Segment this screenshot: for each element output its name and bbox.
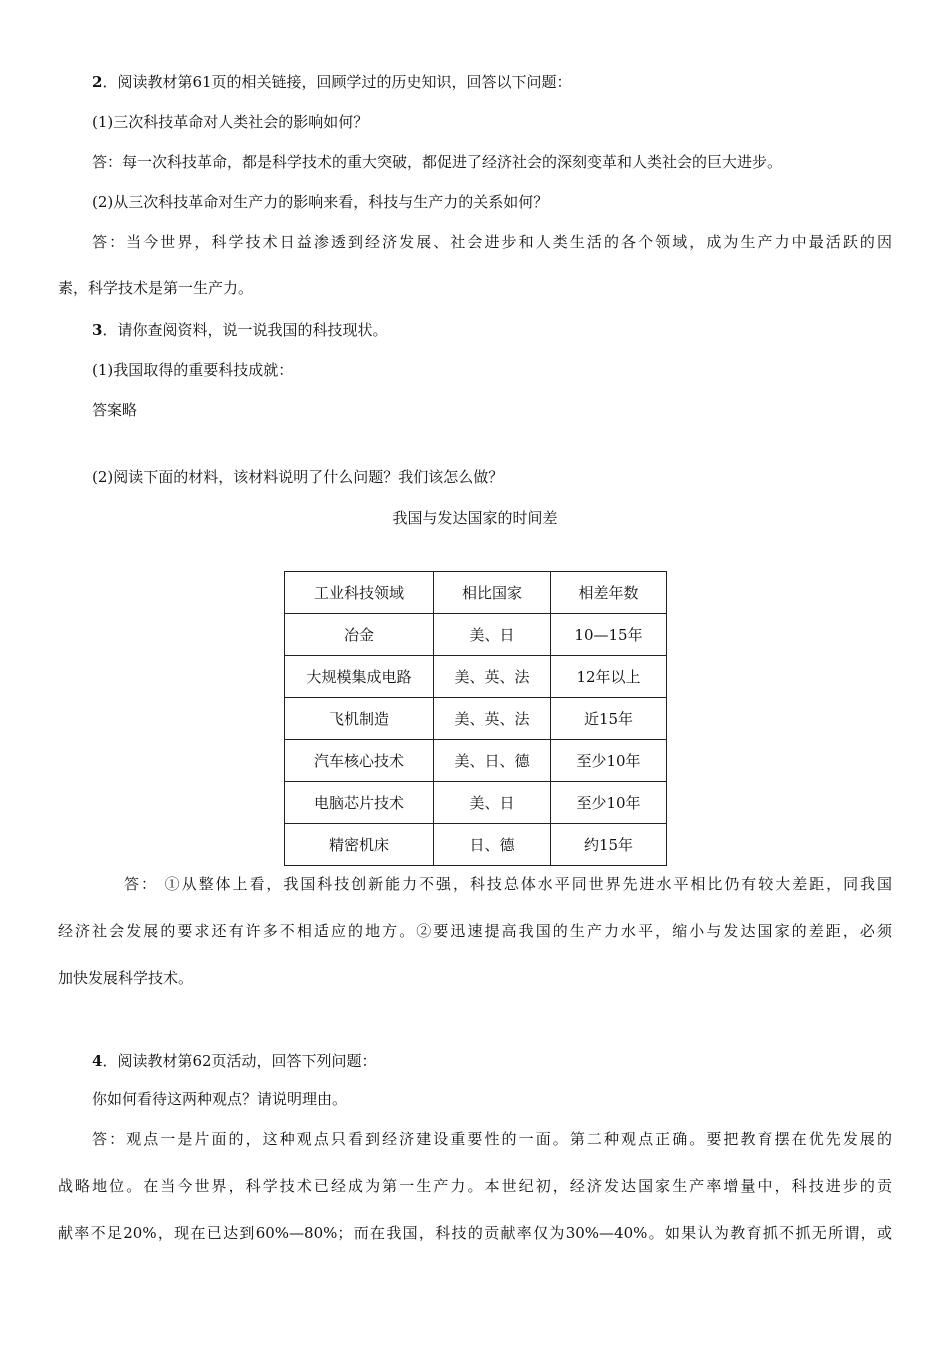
q2-answer2-line1: 答：当今世界，科学技术日益渗透到经济发展、社会进步和人类生活的各个领域，成为生产力中最活跃的因 (92, 233, 892, 251)
q2-answer1: 答：每一次科技革命，都是科学技术的重大突破，都促进了经济社会的深刻变革和人类社会的巨大进步。 (92, 153, 783, 171)
table-cell: 至少10年 (551, 782, 667, 824)
table-row (285, 656, 667, 698)
table-cell: 汽车核心技术 (285, 740, 434, 782)
time-gap-table (284, 571, 667, 866)
table-cell: 美、日 (434, 614, 551, 656)
table-cell: 精密机床 (285, 824, 434, 866)
q3-answer2-line3: 加快发展科学技术。 (58, 969, 194, 987)
table-row (285, 614, 667, 656)
table-cell: 10—15年 (551, 614, 667, 656)
table-cell: 日、德 (434, 824, 551, 866)
table-cell: 大规模集成电路 (285, 656, 434, 698)
table-cell: 美、英、法 (434, 656, 551, 698)
q3-answer2-line1: 答： ①从整体上看，我国科技创新能力不强，科技总体水平同世界先进水平相比仍有较大差距，同我国 (124, 875, 892, 893)
q4-answer-line2: 战略地位。在当今世界，科学技术已经成为第一生产力。本世纪初，经济发达国家生产率增量中，科技进步的贡 (58, 1177, 892, 1195)
q2-prompt-text: ．阅读教材第61页的相关链接，回顾学过的历史知识，回答以下问题： (102, 73, 572, 91)
table-row (285, 698, 667, 740)
table-header-cell: 相差年数 (551, 572, 667, 614)
q2-sub2: (2)从三次科技革命对生产力的影响来看，科技与生产力的关系如何？ (92, 193, 549, 211)
table-cell: 美、英、法 (434, 698, 551, 740)
table-cell: 美、日 (434, 782, 551, 824)
table-header-cell: 相比国家 (434, 572, 551, 614)
q3-answer1: 答案略 (92, 401, 138, 419)
table-cell: 冶金 (285, 614, 434, 656)
table-cell: 近15年 (551, 698, 667, 740)
table-cell: 约15年 (551, 824, 667, 866)
q3-number: 3 (92, 321, 103, 339)
q4-prompt (92, 1051, 377, 1071)
q2-number: 2 (92, 73, 103, 91)
table-header-row (285, 572, 667, 614)
table-row (285, 824, 667, 866)
q4-number: 4 (92, 1052, 103, 1070)
q3-answer2-line2: 经济社会发展的要求还有许多不相适应的地方。②要迅速提高我国的生产力水平，缩小与发达国家的差距，必须 (58, 922, 892, 940)
table-row (285, 740, 667, 782)
q3-sub1: (1)我国取得的重要科技成就： (92, 361, 294, 379)
table-cell: 至少10年 (551, 740, 667, 782)
table-title: 我国与发达国家的时间差 (392, 509, 558, 527)
q2-sub1: (1)三次科技革命对人类社会的影响如何？ (92, 113, 369, 131)
table-cell: 飞机制造 (285, 698, 434, 740)
table-row (285, 782, 667, 824)
q4-prompt-text: ．阅读教材第62页活动，回答下列问题： (102, 1052, 377, 1070)
table-cell: 电脑芯片技术 (285, 782, 434, 824)
q4-sub1: 你如何看待这两种观点？请说明理由。 (92, 1090, 348, 1108)
q2-answer2-line2: 素，科学技术是第一生产力。 (58, 279, 254, 297)
q3-sub2: (2)阅读下面的材料，该材料说明了什么问题？我们该怎么做？ (92, 468, 504, 486)
q3-prompt (92, 320, 387, 340)
q4-answer-line3: 献率不足20%，现在已达到60%—80%；而在我国，科技的贡献率仅为30%—40%。如果认为教育抓不抓无所谓，或 (58, 1224, 892, 1242)
table-header-cell: 工业科技领域 (285, 572, 434, 614)
q4-answer-line1: 答：观点一是片面的，这种观点只看到经济建设重要性的一面。第二种观点正确。要把教育摆在优先发展的 (92, 1130, 892, 1148)
table-cell: 美、日、德 (434, 740, 551, 782)
q2-prompt (92, 72, 572, 92)
table-cell: 12年以上 (551, 656, 667, 698)
q3-prompt-text: ．请你查阅资料，说一说我国的科技现状。 (102, 321, 388, 339)
